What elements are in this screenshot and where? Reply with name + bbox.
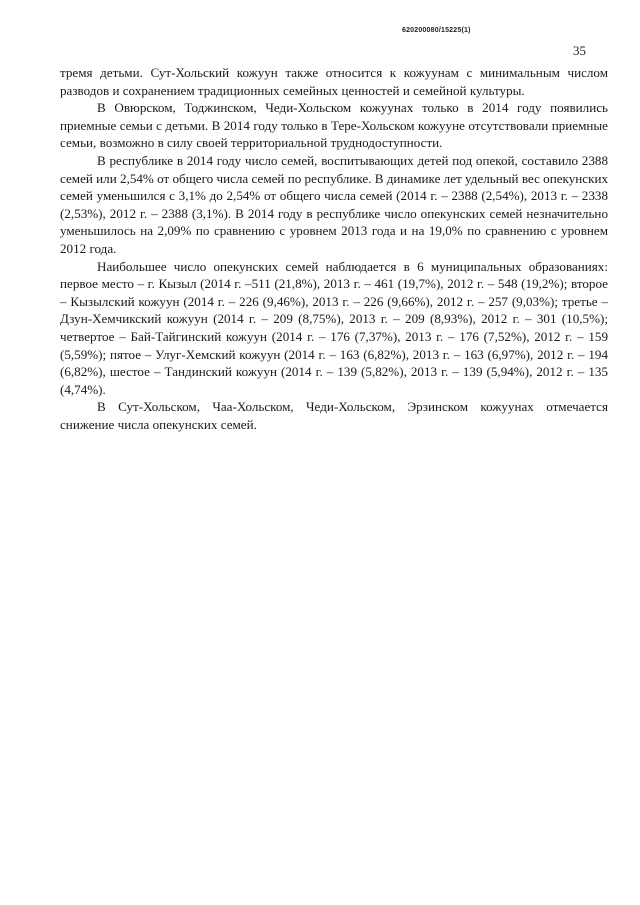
document-id: 620200080/15225(1) bbox=[402, 27, 471, 34]
paragraph-municipal-ranking: Наибольшее число опекунских семей наблюдается в 6 муниципальных образованиях: первое место – г. Кызыл (2014 г. –511 (21,8%), 2013 г. – 461 (19,7%), 2012 г. – 548 (19,2%); второе – Кызылский кожуун (2014 г. – 226 (9,46%), 2013 г. – 226 (9,66%), 2012 г. – 257 (9,03%); третье – Дзун-Хемчикский кожуун (2014 г. – 209 (8,75%), 2013 г. – 209 (8,93%), 2012 г. – 301 (10,5%); четвертое – Бай-Тайгинский кожуун (2014 г. – 176 (7,37%), 2013 г. – 176 (7,52%), 2012 г. – 159 (5,59%); пятое – Улуг-Хемский кожуун (2014 г. – 163 (6,82%), 2013 г. – 163 (6,97%), 2012 г. – 194 (6,82%), шестое – Тандинский кожуун (2014 г. – 139 (5,82%), 2013 г. – 139 (5,94%), 2012 г. – 135 (4,74%). bbox=[60, 258, 608, 397]
paragraph-guardianship-totals: В республике в 2014 году число семей, воспитывающих детей под опекой, составило 2388 семей или 2,54% от общего числа семей по республике. В динамике лет удельный вес опекунских семей уменьшился с 3,1% до 2,54% от общего числа семей (2014 г. – 2388 (2,54%), 2013 г. – 2338 (2,53%), 2012 г. – 2388 (3,1%). В 2014 году в республике число опекунских семей незначительно уменьшилось на 2,09% по сравнению с уровнем 2013 года и на 19,0% по сравнению с уровнем 2012 года. bbox=[60, 152, 608, 256]
paragraph-foster-families: В Овюрском, Тоджинском, Чеди-Хольском кожуунах только в 2014 году появились приемные семьи с детьми. В 2014 году только в Тере-Хольском кожууне отсутствовали приемные семьи, возможно в силу своей территориальной труднодоступности. bbox=[60, 100, 608, 151]
document-body bbox=[60, 64, 608, 433]
paragraph-decrease-note: В Сут-Хольском, Чаа-Хольском, Чеди-Хольском, Эрзинском кожуунах отмечается снижение числа опекунских семей. bbox=[60, 399, 608, 432]
paragraph-continuation: тремя детьми. Сут-Хольский кожуун также относится к кожуунам с минимальным числом разводов и сохранением традиционных семейных ценностей и семейной культуры. bbox=[60, 65, 608, 98]
page-number: 35 bbox=[573, 43, 586, 58]
